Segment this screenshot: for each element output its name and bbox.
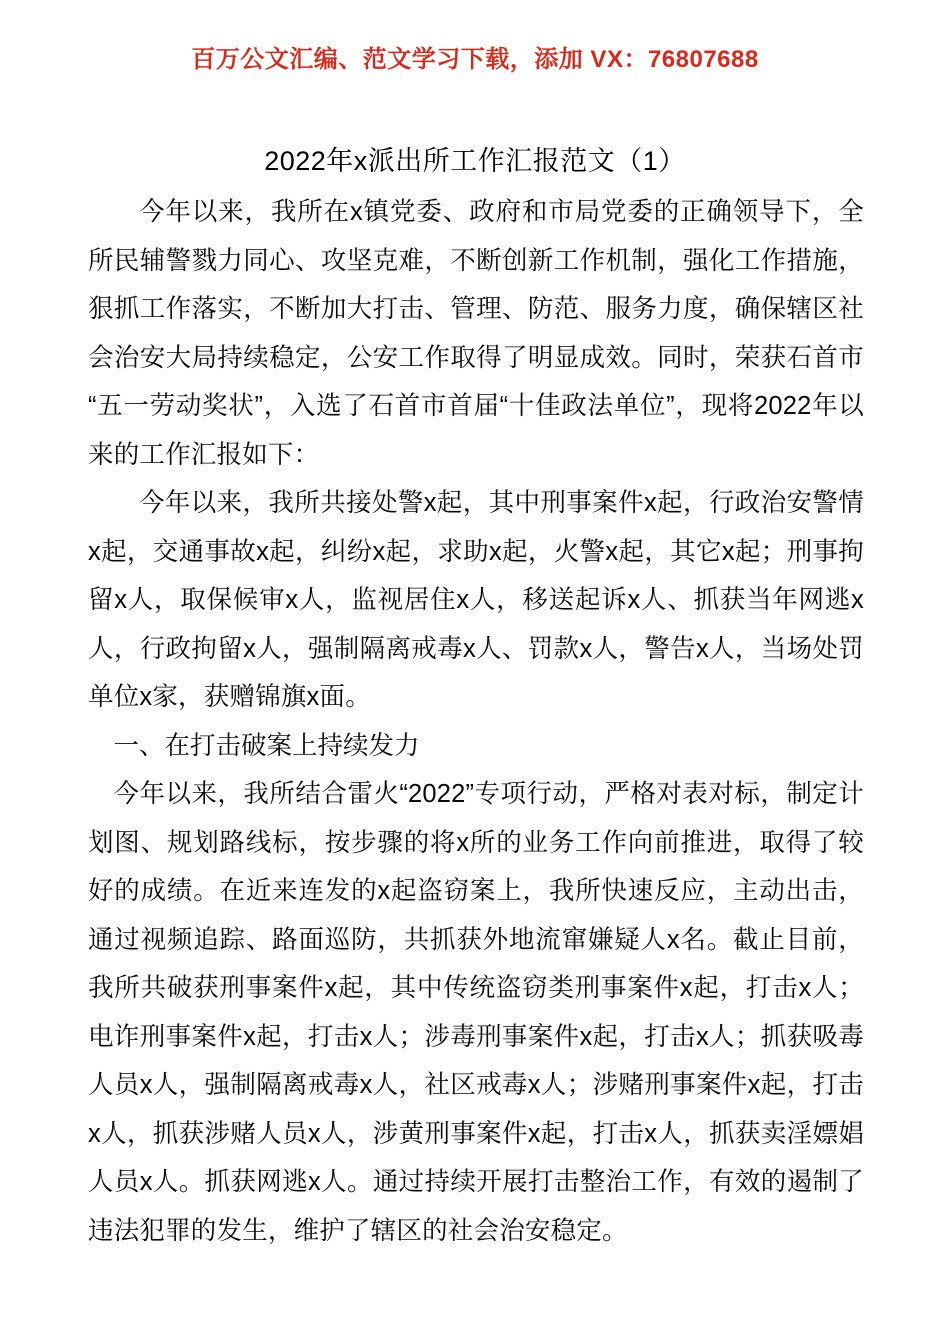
section-heading-1: 一、在打击破案上持续发力 [113,731,420,760]
page-title: 2022年x派出所工作汇报范文（1） [264,146,686,177]
paragraph-statistics: 今年以来，我所共接处警x起，其中刑事案件x起，行政治安警情x起，交通事故x起，纠纷x起，求助x起，火警x起，其它x起；刑事拘留x人，取保候审x人，监视居住x人，移送起诉x人、抓获当年网逃x人，行政拘留x人，强制隔离戒毒x人、罚款x人，警告x人，当场处罚单位x家，获赠锦旗x面。 [88,489,864,711]
paragraph-section-1-body: 今年以来，我所结合雷火“2022”专项行动，严格对表对标，制定计划图、规划路线标，按步骤的将x所的业务工作向前推进，取得了较好的成绩。在近来连发的x起盗窃案上，我所快速反应，主动出击，通过视频追踪、路面巡防，共抓获外地流窜嫌疑人x名。截止目前，我所共破获刑事案件x起，其中传统盗窃类刑事案件x起，打击x人；电诈刑事案件x起，打击x人；涉毒刑事案件x起，打击x人；抓获吸毒人员x人，强制隔离戒毒x人，社区戒毒x人；涉赌刑事案件x起，打击x人，抓获涉赌人员x人，涉黄刑事案件x起，打击x人，抓获卖淫嫖娼人员x人。抓获网逃x人。通过持续开展打击整治工作，有效的遏制了违法犯罪的发生，维护了辖区的社会治安稳定。 [88,780,864,1245]
promo-banner [0,46,950,75]
promo-banner-text: 百万公文汇编、范文学习下载，添加 VX：76807688 [191,46,759,73]
document-body [88,188,864,1255]
paragraph-intro: 今年以来，我所在x镇党委、政府和市局党委的正确领导下，全所民辅警戮力同心、攻坚克难，不断创新工作机制，强化工作措施，狠抓工作落实，不断加大打击、管理、防范、服务力度，确保辖区社会治安大局持续稳定，公安工作取得了明显成效。同时，荣获石首市“五一劳动奖状”，入选了石首市首届“十佳政法单位”，现将2022年以来的工作汇报如下： [88,198,864,469]
